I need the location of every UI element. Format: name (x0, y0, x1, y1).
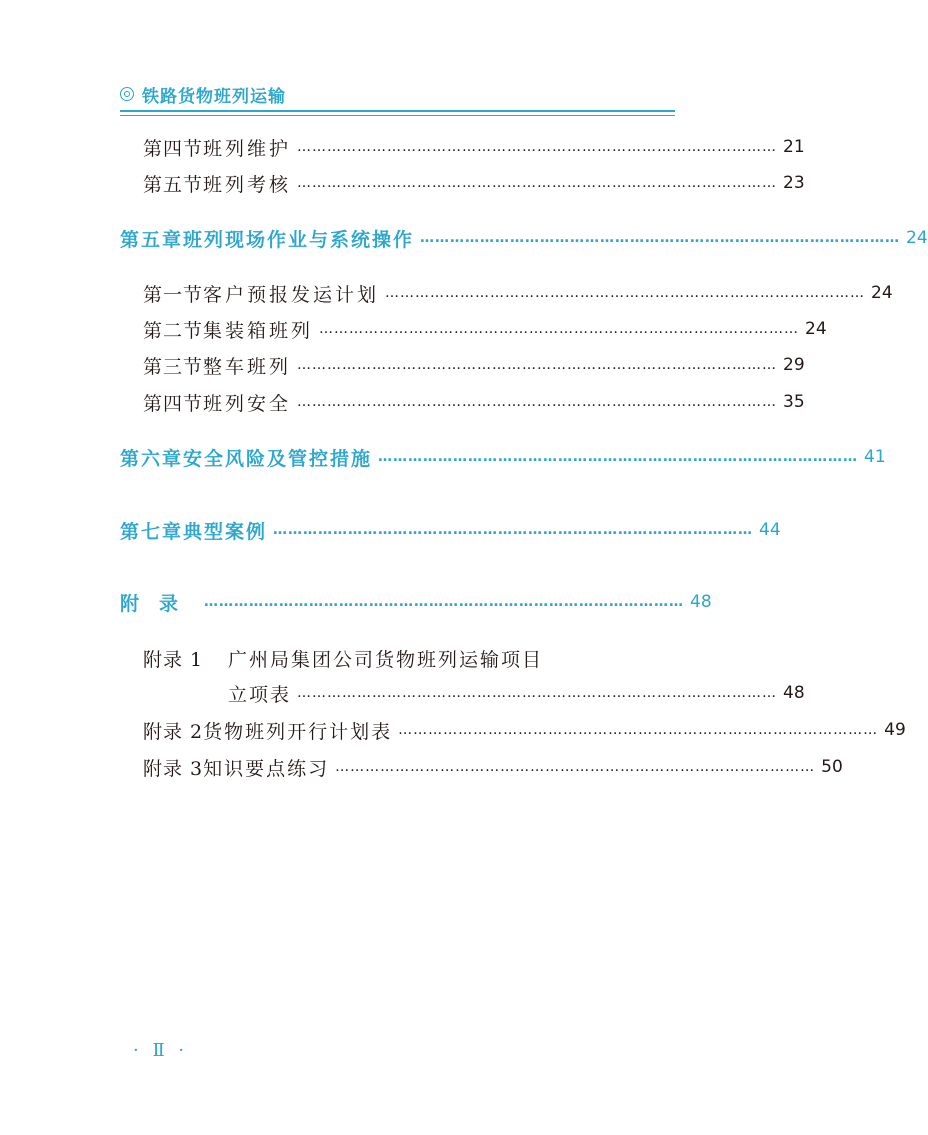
toc-chapter-entry[interactable] (120, 223, 928, 253)
running-head (120, 82, 675, 106)
dot-leader: …………………………………………………………………………………… (297, 357, 778, 373)
page-number: 35 (783, 392, 805, 412)
page-folio: · Ⅱ · (133, 1040, 189, 1061)
toc-chapter-entry[interactable] (120, 515, 781, 545)
section-number: 第五节 (143, 173, 204, 196)
toc-section-entry[interactable] (143, 314, 827, 344)
chapter-title: 班列现场作业与系统操作 (183, 228, 415, 251)
section-number: 第一节 (143, 283, 204, 306)
page-number: 24 (906, 228, 928, 248)
appendix-title-continued: 立项表 (228, 683, 292, 706)
dot-leader: …………………………………………………………………………………… (420, 230, 901, 246)
section-number: 第四节 (143, 392, 204, 415)
dot-leader: …………………………………………………………………………………… (297, 139, 778, 155)
page-number: 48 (690, 592, 712, 612)
page-number: 21 (783, 137, 805, 157)
page-number: 29 (783, 355, 805, 375)
section-title: 集装箱班列 (203, 319, 314, 342)
chapter-number: 第五章 (120, 228, 184, 251)
chapter-title: 典型案例 (183, 520, 268, 543)
dot-leader: …………………………………………………………………………………… (385, 285, 866, 301)
toc-chapter-entry[interactable] (120, 442, 886, 472)
appendix-number: 附录 3 (143, 757, 204, 780)
dot-leader: …………………………………………………………………………………… (273, 522, 754, 538)
section-title: 整车班列 (203, 355, 292, 378)
toc-section-entry[interactable] (143, 350, 805, 380)
toc-appendix-entry[interactable] (143, 715, 906, 745)
chapter-number: 第六章 (120, 447, 184, 470)
book-title: 铁路货物班列运输 (142, 86, 286, 107)
toc-appendix-entry-continued[interactable] (228, 678, 805, 708)
running-head-title (120, 82, 675, 106)
dot-leader: …………………………………………………………………………………… (297, 685, 778, 701)
dot-leader: …………………………………………………………………………………… (297, 175, 778, 191)
section-number: 第三节 (143, 355, 204, 378)
page-number: 48 (783, 683, 805, 703)
page-number: 49 (884, 720, 906, 740)
page-number: 24 (871, 283, 893, 303)
header-rule-thick (120, 110, 675, 112)
appendix-title: 货物班列开行计划表 (203, 720, 393, 743)
section-title: 班列安全 (203, 392, 292, 415)
toc-appendix-heading[interactable] (120, 587, 712, 617)
dot-leader: …………………………………………………………………………………… (297, 394, 778, 410)
toc-section-entry[interactable] (143, 168, 805, 198)
dot-leader: …………………………………………………………………………………… (204, 594, 685, 610)
dot-leader: …………………………………………………………………………………… (378, 449, 859, 465)
appendix-title: 广州局集团公司货物班列运输项目 (228, 648, 544, 671)
toc-appendix-entry[interactable] (143, 643, 675, 673)
double-circle-icon (120, 87, 134, 101)
page-number: 41 (864, 447, 886, 467)
section-number: 第四节 (143, 137, 204, 160)
section-title: 班列维护 (203, 137, 292, 160)
chapter-number: 第七章 (120, 520, 184, 543)
section-title: 班列考核 (203, 173, 292, 196)
appendix-title: 知识要点练习 (203, 757, 330, 780)
page-number: 50 (821, 757, 843, 777)
page-number: 24 (805, 319, 827, 339)
toc-section-entry[interactable] (143, 132, 805, 162)
appendix-heading-label: 附录 (120, 592, 199, 615)
header-rule-thin (120, 115, 675, 116)
page-number: 23 (783, 173, 805, 193)
toc-section-entry[interactable] (143, 387, 805, 417)
section-title: 客户预报发运计划 (203, 283, 380, 306)
page-number: 44 (759, 520, 781, 540)
toc-appendix-entry[interactable] (143, 752, 843, 782)
appendix-number: 附录 1 (143, 648, 204, 671)
toc-section-entry[interactable] (143, 278, 893, 308)
appendix-number: 附录 2 (143, 720, 204, 743)
section-number: 第二节 (143, 319, 204, 342)
dot-leader: …………………………………………………………………………………… (398, 722, 879, 738)
dot-leader: …………………………………………………………………………………… (335, 759, 816, 775)
dot-leader: …………………………………………………………………………………… (319, 321, 800, 337)
chapter-title: 安全风险及管控措施 (183, 447, 373, 470)
